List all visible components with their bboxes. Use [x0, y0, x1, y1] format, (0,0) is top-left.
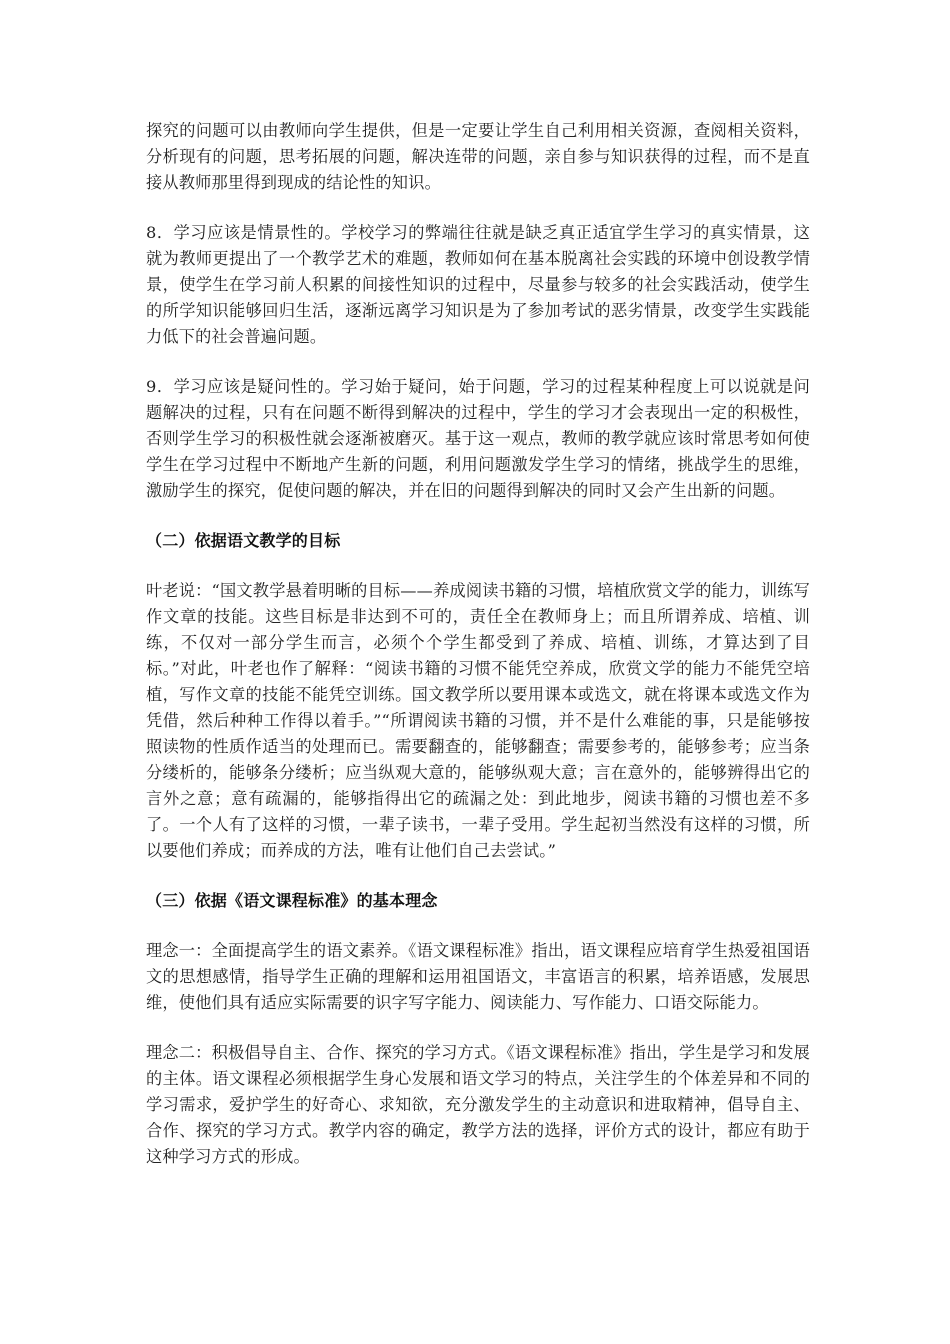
document-page — [146, 118, 810, 1194]
paragraph-concept-2: 理念二：积极倡导自主、合作、探究的学习方式。《语文课程标准》指出，学生是学习和发展的主体。语文课程必须根据学生身心发展和语文学习的特点，关注学生的个体差异和不同的学习需求，爱护学生的好奇心、求知欲，充分激发学生的主动意识和进取精神，倡导自主、合作、探究的学习方式。教学内容的确定，教学方法的选择，评价方式的设计，都应有助于这种学习方式的形成。 — [146, 1043, 810, 1166]
paragraph-ye-lao-quote: 叶老说：“国文教学悬着明晰的目标——养成阅读书籍的习惯，培植欣赏文学的能力，训练写作文章的技能。这些目标是非达到不可的，责任全在教师身上；而且所谓养成、培植、训练，不仅对一部分学生而言，必须个个学生都受到了养成、培植、训练，才算达到了目标。”对此，叶老也作了解释：“阅读书籍的习惯不能凭空养成，欣赏文学的能力不能凭空培植，写作文章的技能不能凭空训练。国文教学所以要用课本或选文，就在将课本或选文作为凭借，然后种种工作得以着手。”“所谓阅读书籍的习惯，并不是什么难能的事，只是能够按照读物的性质作适当的处理而已。需要翻查的，能够翻查；需要参考的，能够参考；应当条分缕析的，能够条分缕析；应当纵观大意的，能够纵观大意；言在意外的，能够辨得出它的言外之意；意有疏漏的，能够指得出它的疏漏之处：到此地步，阅读书籍的习惯也差不多了。一个人有了这样的习惯，一辈子读书，一辈子受用。学生起初当然没有这样的习惯，所以要他们养成；而养成的方法，唯有让他们自己去尝试。” — [146, 581, 810, 860]
section-heading-3: （三）依据《语文课程标准》的基本理念 — [146, 891, 438, 910]
paragraph-point-9: 9．学习应该是疑问性的。学习始于疑问，始于问题，学习的过程某种程度上可以说就是问题解决的过程，只有在问题不断得到解决的过程中，学生的学习才会表现出一定的积极性，否则学生学习的积极性就会逐渐被磨灭。基于这一观点，教师的教学就应该时常思考如何使学生在学习过程中不断地产生新的问题，利用问题激发学生学习的情绪，挑战学生的思维，激励学生的探究，促使问题的解决，并在旧的问题得到解决的同时又会产生出新的问题。 — [146, 377, 810, 500]
section-heading-2: （二）依据语文教学的目标 — [146, 531, 341, 550]
paragraph-inquiry-continued: 探究的问题可以由教师向学生提供，但是一定要让学生自己利用相关资源，查阅相关资料，分析现有的问题，思考拓展的问题，解决连带的问题，亲自参与知识获得的过程，而不是直接从教师那里得到现成的结论性的知识。 — [146, 121, 810, 192]
paragraph-concept-1: 理念一：全面提高学生的语文素养。《语文课程标准》指出，语文课程应培育学生热爱祖国语文的思想感情，指导学生正确的理解和运用祖国语文，丰富语言的积累，培养语感，发展思维，使他们具有适应实际需要的识字写字能力、阅读能力、写作能力、口语交际能力。 — [146, 941, 810, 1012]
paragraph-point-8: 8．学习应该是情景性的。学校学习的弊端往往就是缺乏真正适宜学生学习的真实情景，这就为教师更提出了一个教学艺术的难题，教师如何在基本脱离社会实践的环境中创设教学情景，使学生在学习前人积累的间接性知识的过程中，尽量参与较多的社会实践活动，使学生的所学知识能够回归生活，逐渐远离学习知识是为了参加考试的恶劣情景，改变学生实践能力低下的社会普遍问题。 — [146, 223, 810, 346]
